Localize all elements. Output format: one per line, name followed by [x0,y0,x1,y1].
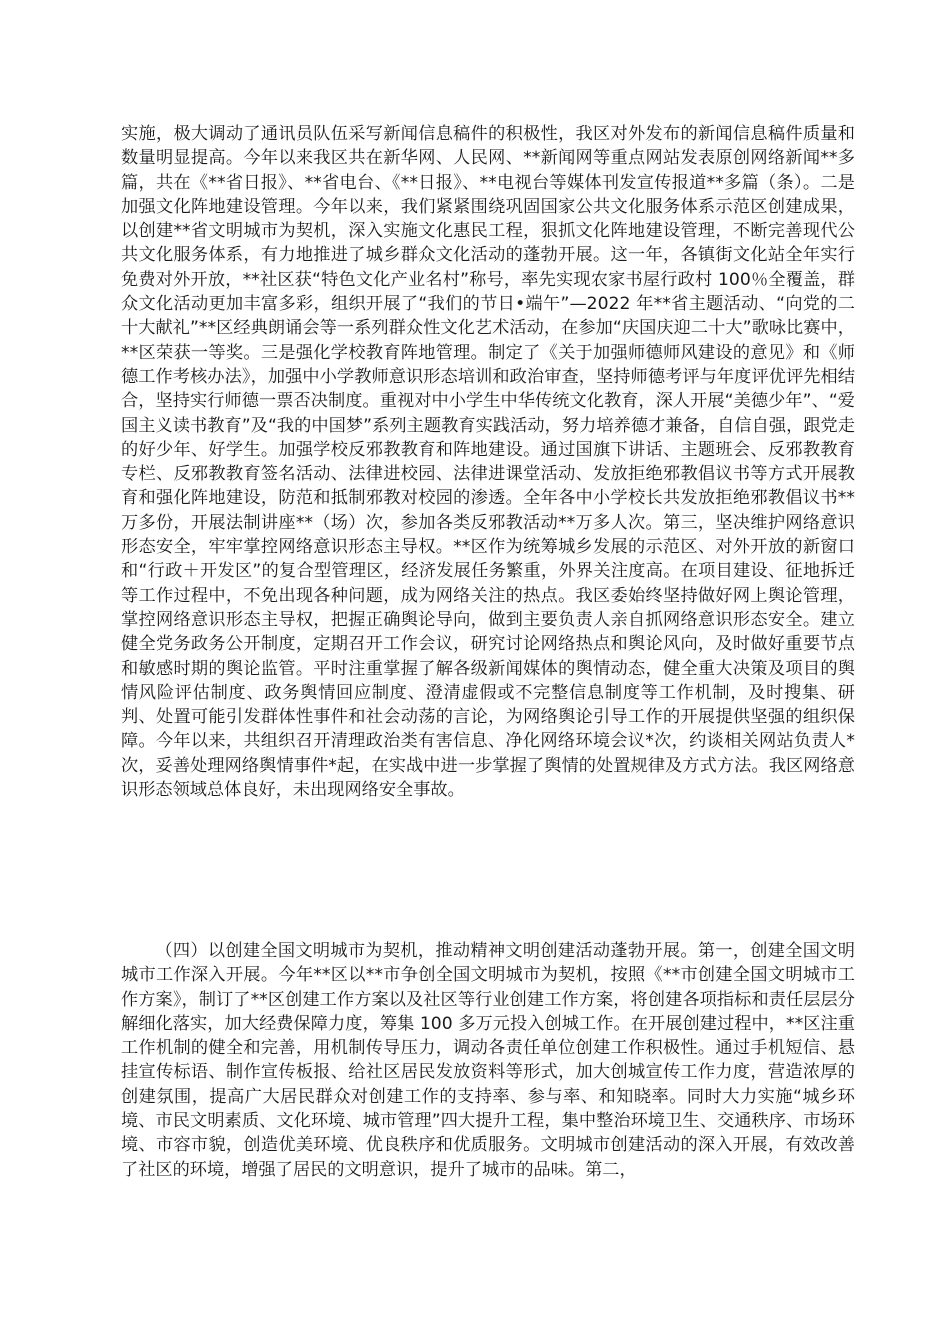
document-page [121,122,855,1182]
body-paragraph: 实施，极大调动了通讯员队伍采写新闻信息稿件的积极性，我区对外发布的新闻信息稿件质量和数量明显提高。今年以来我区共在新华网、人民网、**新闻网等重点网站发表原创网络新闻**多篇，共在《**省日报》、**省电台、《**日报》、**电视台等媒体刊发宣传报道**多篇（条）。二是加强文化阵地建设管理。今年以来，我们紧紧围绕巩固国家公共文化服务体系示范区创建成果，以创建**省文明城市为契机，深入实施文化惠民工程，狠抓文化阵地建设管理，不断完善现代公共文化服务体系，有力地推进了城乡群众文化活动的蓬勃开展。这一年，各镇街文化站全年实行免费对外开放，**社区获“特色文化产业名村”称号，率先实现农家书屋行政村 100％全覆盖，群众文化活动更加丰富多彩，组织开展了“我们的节日•端午”—2022 年**省主题活动、“向党的二十大献礼”**区经典朗诵会等一系列群众性文化艺术活动，在参加“庆国庆迎二十大”歌咏比赛中，**区荣获一等奖。三是强化学校教育阵地管理。制定了《关于加强师德师风建设的意见》和《师德工作考核办法》，加强中小学教师意识形态培训和政治审查，坚持师德考评与年度评优评先相结合，坚持实行师德一票否决制度。重视对中小学生中华传统文化教育，深人开展“美德少年”、“爱国主义读书教育”及“我的中国梦”系列主题教育实践活动，努力培养德才兼备，自信自强，跟党走的好少年、好学生。加强学校反邪教教育和阵地建设。通过国旗下讲话、主题班会、反邪教教育专栏、反邪教教育签名活动、法律进校园、法律进课堂活动、发放拒绝邪教倡议书等方式开展教育和强化阵地建设，防范和抵制邪教对校园的渗透。全年各中小学校长共发放拒绝邪教倡议书**万多份，开展法制讲座**（场）次，参加各类反邪教活动**万多人次。第三，坚决维护网络意识形态安全，牢牢掌控网络意识形态主导权。**区作为统筹城乡发展的示范区、对外开放的新窗口和“行政＋开发区”的复合型管理区，经济发展任务繁重，外界关注度高。在项目建设、征地拆迁等工作过程中，不免出现各种问题，成为网络关注的热点。我区委始终坚持做好网上舆论管理，掌控网络意识形态主导权，把握正确舆论导向，做到主要负责人亲自抓网络意识形态安全。建立健全党务政务公开制度，定期召开工作会议，研究讨论网络热点和舆论风向，及时做好重要节点和敏感时期的舆论监管。平时注重掌握了解各级新闻媒体的舆情动态，健全重大决策及项目的舆情风险评估制度、政务舆情回应制度、澄清虚假或不完整信息制度等工作机制，及时搜集、研判、处置可能引发群体性事件和社会动荡的言论，为网络舆论引导工作的开展提供坚强的组织保障。今年以来，共组织召开清理政治类有害信息、净化网络环境会议*次，约谈相关网站负责人*次，妥善处理网络舆情事件*起，在实战中进一步掌握了舆情的处置规律及方式方法。我区网络意识形态领域总体良好，未出现网络安全事故。 [121,124,855,801]
section-four-paragraph: （四）以创建全国文明城市为契机，推动精神文明创建活动蓬勃开展。第一，创建全国文明城市工作深入开展。今年**区以**市争创全国文明城市为契机，按照《**市创建全国文明城市工作方案》，制订了**区创建工作方案以及社区等行业创建工作方案，将创建各项指标和责任层层分解细化落实，加大经费保障力度，筹集 100 多万元投入创城工作。在开展创建过程中，**区注重工作机制的健全和完善，用机制传导压力，调动各责任单位创建工作积极性。通过手机短信、悬挂宣传标语、制作宣传板报、给社区居民发放资料等形式，加大创城宣传工作力度，营造浓厚的创建氛围，提高广大居民群众对创建工作的支持率、参与率、和知晓率。同时大力实施“城乡环境、市民文明素质、文化环境、城市管理”四大提升工程，集中整治环境卫生、交通秩序、市场环境、市容市貌，创造优美环境、优良秩序和优质服务。文明城市创建活动的深入开展，有效改善了社区的环境，增强了居民的文明意识，提升了城市的品味。第二， [121,941,855,1180]
